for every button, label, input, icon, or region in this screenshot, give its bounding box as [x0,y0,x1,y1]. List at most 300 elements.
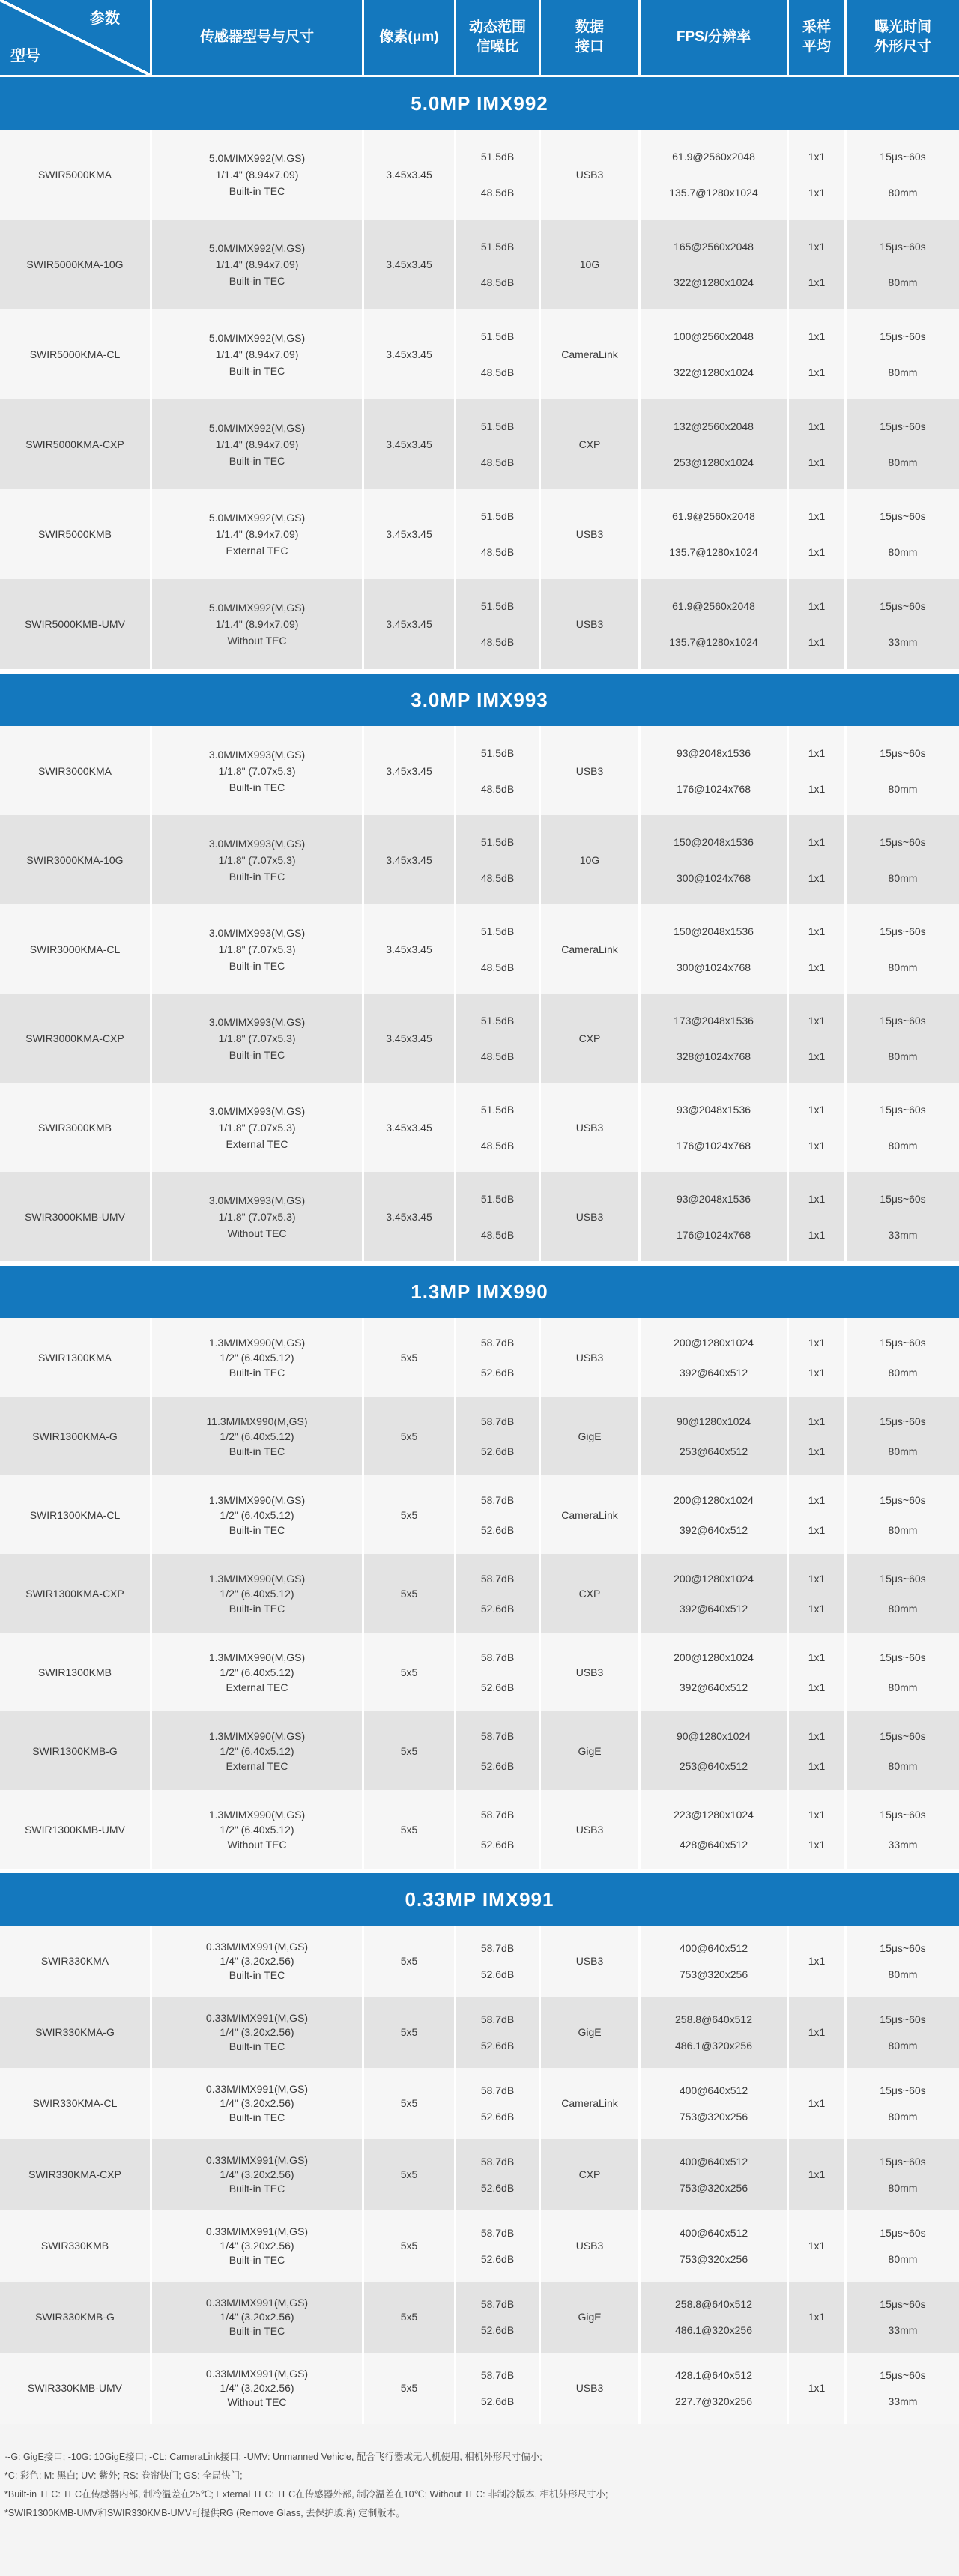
sampling-cell [789,1926,844,1997]
exposure-value: 15μs~60s [880,2226,926,2239]
fps-value: 200@1280x1024 [674,1651,754,1663]
dynamic-range-value: 48.5dB [480,1050,515,1062]
pixel-cell [364,2068,454,2139]
column-header-dynamic-range [456,0,539,75]
interface-value: GigE [578,1744,602,1757]
exposure-value: 15μs~60s [880,2013,926,2025]
pixel-cell [364,815,454,904]
sensor-value: Built-in TEC [229,1445,285,1457]
sampling-value: 1x1 [808,1050,826,1062]
interface-cell [541,1318,638,1397]
interface-cell [541,815,638,904]
interface-value: USB3 [575,2240,604,2252]
pixel-value: 3.45x3.45 [386,169,432,181]
table-row [0,1997,959,2068]
sampling-cell [789,1397,844,1475]
sensor-value: Without TEC [227,1838,287,1851]
table-row [0,2282,959,2353]
dynamic-range-cell [456,130,539,220]
interface-cell [541,579,638,669]
sensor-value: 1/4" (3.20x2.56) [220,2311,294,2323]
column-header-pixel [364,0,454,75]
sensor-cell [152,2282,362,2353]
sampling-value: 1x1 [808,746,826,759]
column-header-label: 动态范围 [468,19,526,35]
sampling-value: 1x1 [808,835,826,848]
sampling-cell [789,1633,844,1711]
section-title: 5.0MP IMX992 [0,77,959,130]
interface-value: USB3 [575,1121,604,1134]
table-row [0,1318,959,1397]
fps-cell [641,1397,787,1475]
dynamic-range-cell [456,1790,539,1869]
model-cell [0,1926,150,1997]
sampling-cell [789,1172,844,1261]
sensor-value: 1.3M/IMX990(M,GS) [208,1336,306,1349]
footnote-line: ·-G: GigE接口; -10G: 10GigE接口; -CL: CameraLink接口; -UMV: Unmanned Vehicle, 配合飞行器或无人机使用, 相机外形尺寸偏小; [4,2452,542,2462]
fps-value: 322@1280x1024 [674,276,754,288]
footnote-line: *SWIR1300KMB-UMV和SWIR330KMB-UMV可提供RG (Remove Glass, 去保护玻璃) 定制版本。 [4,2508,405,2518]
model-value: SWIR3000KMA-CXP [25,1032,124,1044]
table-row [0,130,959,220]
fps-value: 322@1280x1024 [674,366,754,378]
interface-value: CameraLink [561,943,618,955]
dynamic-range-value: 51.5dB [480,510,515,522]
sampling-cell [789,2282,844,2353]
fps-value: 400@640x512 [679,1941,748,1954]
exposure-cell [847,130,959,220]
exposure-value: 15μs~60s [880,2368,926,2381]
sensor-value: 1/2" (6.40x5.12) [220,1508,294,1521]
exposure-value: 33mm [888,1838,918,1851]
interface-cell [541,994,638,1083]
fps-value: 135.7@1280x1024 [669,636,758,648]
pixel-value: 3.45x3.45 [386,1032,432,1044]
interface-cell [541,1711,638,1790]
exposure-value: 80mm [888,1445,918,1457]
table-row [0,1711,959,1790]
sampling-value: 1x1 [808,1493,826,1506]
pixel-cell [364,1790,454,1869]
sampling-value: 1x1 [808,1523,826,1536]
dynamic-range-cell [456,2068,539,2139]
exposure-value: 15μs~60s [880,1336,926,1349]
section-title: 3.0MP IMX993 [0,674,959,726]
dynamic-range-value: 58.7dB [480,1808,515,1821]
sensor-value: 1/1.4" (8.94x7.09) [215,528,299,540]
fps-cell [641,1633,787,1711]
pixel-cell [364,1554,454,1633]
model-value: SWIR330KMB [40,2240,109,2252]
pixel-value: 5x5 [400,1666,418,1678]
pixel-value: 5x5 [400,2382,418,2394]
dynamic-range-value: 48.5dB [480,546,515,558]
fps-value: 135.7@1280x1024 [669,187,758,199]
exposure-value: 80mm [888,1602,918,1615]
dynamic-range-cell [456,815,539,904]
sampling-value: 1x1 [808,2240,826,2252]
dynamic-range-cell [456,1554,539,1633]
sensor-value: 0.33M/IMX991(M,GS) [205,2154,309,2166]
sensor-value: External TEC [226,545,288,557]
section-rows [0,1318,959,1869]
pixel-cell [364,726,454,815]
sensor-value: 5.0M/IMX992(M,GS) [208,512,306,524]
dynamic-range-cell [456,2282,539,2353]
exposure-value: 15μs~60s [880,925,926,937]
exposure-cell [847,1711,959,1790]
sensor-cell [152,1633,362,1711]
sampling-value: 1x1 [808,2168,826,2180]
dynamic-range-cell [456,309,539,399]
fps-cell [641,1997,787,2068]
sensor-cell [152,1083,362,1172]
sampling-cell [789,489,844,579]
exposure-value: 15μs~60s [880,510,926,522]
sensor-value: Built-in TEC [229,781,285,793]
interface-value: USB3 [575,2382,604,2394]
table-row [0,1397,959,1475]
sampling-value: 1x1 [808,1103,826,1116]
sampling-cell [789,815,844,904]
fps-value: 200@1280x1024 [674,1336,754,1349]
dynamic-range-value: 52.6dB [480,2110,515,2123]
sensor-cell [152,220,362,309]
column-header-label: 数据 [575,19,604,35]
dynamic-range-value: 58.7dB [480,2013,515,2025]
model-value: SWIR1300KMB [37,1666,112,1678]
interface-cell [541,2353,638,2424]
interface-value: USB3 [575,618,604,630]
model-cell [0,2353,150,2424]
column-header-label: 采样 [802,19,831,35]
interface-cell [541,2282,638,2353]
interface-value: GigE [578,2026,602,2038]
table-row [0,904,959,994]
fps-cell [641,1475,787,1554]
interface-value: CameraLink [561,2097,618,2109]
sampling-value: 1x1 [808,1228,826,1241]
interface-value: CXP [578,2168,601,2180]
dynamic-range-value: 52.6dB [480,1602,515,1615]
table-row [0,309,959,399]
dynamic-range-value: 51.5dB [480,420,515,432]
model-value: SWIR1300KMA-CL [29,1508,121,1521]
exposure-value: 80mm [888,2039,918,2052]
model-value: SWIR330KMB-UMV [27,2382,123,2394]
sensor-value: Built-in TEC [229,1366,285,1379]
fps-cell [641,1318,787,1397]
dynamic-range-cell [456,1711,539,1790]
exposure-value: 33mm [888,2395,918,2407]
sensor-value: External TEC [226,1137,288,1150]
table-row [0,489,959,579]
sensor-value: 1/1.8" (7.07x5.3) [218,943,296,955]
model-cell [0,994,150,1083]
sensor-value: 1/2" (6.40x5.12) [220,1744,294,1757]
dynamic-range-cell [456,2139,539,2210]
column-header-label: 平均 [802,39,831,55]
sensor-value: 0.33M/IMX991(M,GS) [205,2083,309,2095]
pixel-cell [364,1926,454,1997]
exposure-value: 15μs~60s [880,1941,926,1954]
interface-cell [541,2068,638,2139]
pixel-value: 5x5 [400,1823,418,1836]
dynamic-range-value: 58.7dB [480,1415,515,1427]
pixel-cell [364,904,454,994]
pixel-value: 3.45x3.45 [386,438,432,450]
sensor-value: 1/1.8" (7.07x5.3) [218,764,296,777]
interface-value: USB3 [575,1955,604,1967]
pixel-cell [364,220,454,309]
interface-value: CameraLink [561,1508,618,1521]
dynamic-range-value: 51.5dB [480,925,515,937]
dynamic-range-cell [456,1633,539,1711]
interface-cell [541,1790,638,1869]
interface-value: CXP [578,438,601,450]
pixel-cell [364,1172,454,1261]
fps-cell [641,1083,787,1172]
fps-value: 392@640x512 [679,1681,748,1693]
sampling-value: 1x1 [808,330,826,342]
interface-cell [541,904,638,994]
exposure-cell [847,579,959,669]
fps-cell [641,2210,787,2282]
fps-value: 753@320x256 [679,2252,748,2265]
sensor-value: 1/1.8" (7.07x5.3) [218,1032,296,1044]
sampling-cell [789,1318,844,1397]
sensor-value: 5.0M/IMX992(M,GS) [208,152,306,164]
sampling-cell [789,1475,844,1554]
dynamic-range-value: 51.5dB [480,600,515,612]
pixel-value: 5x5 [400,2311,418,2323]
dynamic-range-value: 52.6dB [480,1523,515,1536]
sensor-value: Built-in TEC [229,1602,285,1615]
sensor-value: Built-in TEC [229,2040,285,2052]
model-value: SWIR5000KMA-10G [26,258,124,270]
sampling-value: 1x1 [808,871,826,884]
model-cell [0,1083,150,1172]
sensor-value: Built-in TEC [229,455,285,467]
dynamic-range-value: 58.7dB [480,1572,515,1585]
fps-value: 486.1@320x256 [675,2323,752,2336]
exposure-value: 80mm [888,2252,918,2265]
interface-value: GigE [578,2311,602,2323]
sampling-value: 1x1 [808,1681,826,1693]
fps-value: 200@1280x1024 [674,1493,754,1506]
dynamic-range-cell [456,994,539,1083]
dynamic-range-value: 58.7dB [480,1336,515,1349]
section-rows [0,1926,959,2424]
dynamic-range-value: 51.5dB [480,330,515,342]
exposure-value: 15μs~60s [880,1651,926,1663]
interface-value: USB3 [575,764,604,777]
pixel-cell [364,1083,454,1172]
sampling-cell [789,130,844,220]
interface-cell [541,1926,638,1997]
corner-param-label: 参数 [90,10,120,27]
section-title: 1.3MP IMX990 [0,1266,959,1318]
model-value: SWIR5000KMB-UMV [25,618,125,630]
sensor-value: 5.0M/IMX992(M,GS) [208,242,306,254]
sensor-cell [152,1711,362,1790]
exposure-value: 80mm [888,187,918,199]
exposure-cell [847,2139,959,2210]
interface-value: USB3 [575,528,604,540]
sensor-cell [152,2353,362,2424]
sampling-value: 1x1 [808,420,826,432]
dynamic-range-value: 52.6dB [480,1366,515,1379]
pixel-value: 5x5 [400,2168,418,2180]
fps-value: 223@1280x1024 [674,1808,754,1821]
sampling-cell [789,904,844,994]
interface-value: USB3 [575,1666,604,1678]
fps-value: 93@2048x1536 [676,1103,751,1116]
sampling-value: 1x1 [808,366,826,378]
fps-value: 100@2560x2048 [674,330,754,342]
sampling-value: 1x1 [808,456,826,468]
sampling-value: 1x1 [808,1759,826,1772]
model-value: SWIR1300KMA-G [32,1430,118,1442]
pixel-value: 3.45x3.45 [386,764,432,777]
exposure-value: 80mm [888,1681,918,1693]
fps-value: 258.8@640x512 [675,2013,752,2025]
sensor-value: Built-in TEC [229,1523,285,1536]
exposure-value: 15μs~60s [880,835,926,848]
fps-value: 253@1280x1024 [674,456,754,468]
interface-cell [541,2210,638,2282]
sampling-value: 1x1 [808,1651,826,1663]
table-header [0,0,959,75]
exposure-value: 15μs~60s [880,600,926,612]
exposure-value: 15μs~60s [880,1808,926,1821]
exposure-value: 80mm [888,1759,918,1772]
model-value: SWIR1300KMB-UMV [25,1823,125,1836]
interface-value: CameraLink [561,348,618,360]
model-value: SWIR330KMA [40,1955,109,1967]
section-rows [0,130,959,669]
sensor-value: 1/4" (3.20x2.56) [220,1955,294,1967]
sampling-value: 1x1 [808,510,826,522]
sampling-value: 1x1 [808,276,826,288]
model-cell [0,2068,150,2139]
pixel-cell [364,399,454,489]
footnote-line: *Built-in TEC: TEC在传感器内部, 制冷温差在25℃; External TEC: TEC在传感器外部, 制冷温差在10℃; Without TEC: 非制冷版本, 相机外形尺寸小; [4,2489,608,2500]
interface-cell [541,726,638,815]
exposure-cell [847,2210,959,2282]
exposure-value: 15μs~60s [880,420,926,432]
exposure-value: 80mm [888,456,918,468]
dynamic-range-value: 51.5dB [480,241,515,253]
sensor-value: 1/1.4" (8.94x7.09) [215,438,299,450]
exposure-cell [847,2068,959,2139]
model-cell [0,1711,150,1790]
exposure-cell [847,1997,959,2068]
sensor-value: 1/1.4" (8.94x7.09) [215,169,299,181]
exposure-cell [847,994,959,1083]
sensor-cell [152,2068,362,2139]
dynamic-range-value: 51.5dB [480,1014,515,1027]
pixel-value: 3.45x3.45 [386,618,432,630]
sensor-value: 1/4" (3.20x2.56) [220,2168,294,2180]
dynamic-range-cell [456,1475,539,1554]
fps-value: 93@2048x1536 [676,1192,751,1205]
interface-cell [541,489,638,579]
dynamic-range-value: 52.6dB [480,2323,515,2336]
sensor-cell [152,489,362,579]
exposure-value: 15μs~60s [880,2297,926,2310]
fps-value: 258.8@640x512 [675,2297,752,2310]
sensor-cell [152,1790,362,1869]
dynamic-range-value: 48.5dB [480,1139,515,1152]
fps-value: 392@640x512 [679,1523,748,1536]
footnote-line: *C: 彩色; M: 黑白; UV: 紫外; RS: 卷帘快门; GS: 全局快门; [4,2470,243,2481]
sensor-value: 1/1.8" (7.07x5.3) [218,1210,296,1223]
model-cell [0,1318,150,1397]
sensor-cell [152,726,362,815]
pixel-value: 5x5 [400,2240,418,2252]
sampling-value: 1x1 [808,1192,826,1205]
exposure-cell [847,1083,959,1172]
sensor-cell [152,994,362,1083]
interface-cell [541,399,638,489]
sensor-value: 5.0M/IMX992(M,GS) [208,332,306,344]
pixel-value: 5x5 [400,1587,418,1600]
interface-value: CXP [578,1587,601,1600]
fps-value: 135.7@1280x1024 [669,546,758,558]
sensor-value: 1/2" (6.40x5.12) [220,1666,294,1678]
sampling-value: 1x1 [808,151,826,163]
pixel-cell [364,1633,454,1711]
exposure-value: 15μs~60s [880,746,926,759]
interface-value: USB3 [575,1823,604,1836]
corner-model-label: 型号 [10,48,40,64]
table-row [0,1172,959,1261]
sampling-cell [789,2139,844,2210]
dynamic-range-value: 58.7dB [480,2368,515,2381]
sampling-value: 1x1 [808,636,826,648]
sensor-value: Built-in TEC [229,2111,285,2123]
model-value: SWIR5000KMA [37,169,112,181]
exposure-value: 80mm [888,2110,918,2123]
dynamic-range-value: 48.5dB [480,276,515,288]
model-value: SWIR3000KMA [37,764,112,777]
fps-value: 61.9@2560x2048 [672,600,755,612]
sampling-cell [789,1554,844,1633]
sampling-value: 1x1 [808,1366,826,1379]
sensor-cell [152,2139,362,2210]
pixel-value: 5x5 [400,1430,418,1442]
fps-value: 486.1@320x256 [675,2039,752,2052]
model-cell [0,130,150,220]
interface-cell [541,1554,638,1633]
dynamic-range-value: 52.6dB [480,2395,515,2407]
exposure-value: 80mm [888,1523,918,1536]
pixel-cell [364,2282,454,2353]
exposure-value: 15μs~60s [880,1192,926,1205]
sensor-value: 0.33M/IMX991(M,GS) [205,1941,309,1953]
sampling-value: 1x1 [808,1139,826,1152]
pixel-cell [364,1475,454,1554]
fps-cell [641,399,787,489]
interface-cell [541,1172,638,1261]
fps-value: 392@640x512 [679,1366,748,1379]
corner-header-cell [0,0,150,75]
model-cell [0,904,150,994]
fps-value: 150@2048x1536 [674,835,754,848]
sensor-value: Built-in TEC [229,959,285,972]
exposure-value: 33mm [888,1228,918,1241]
